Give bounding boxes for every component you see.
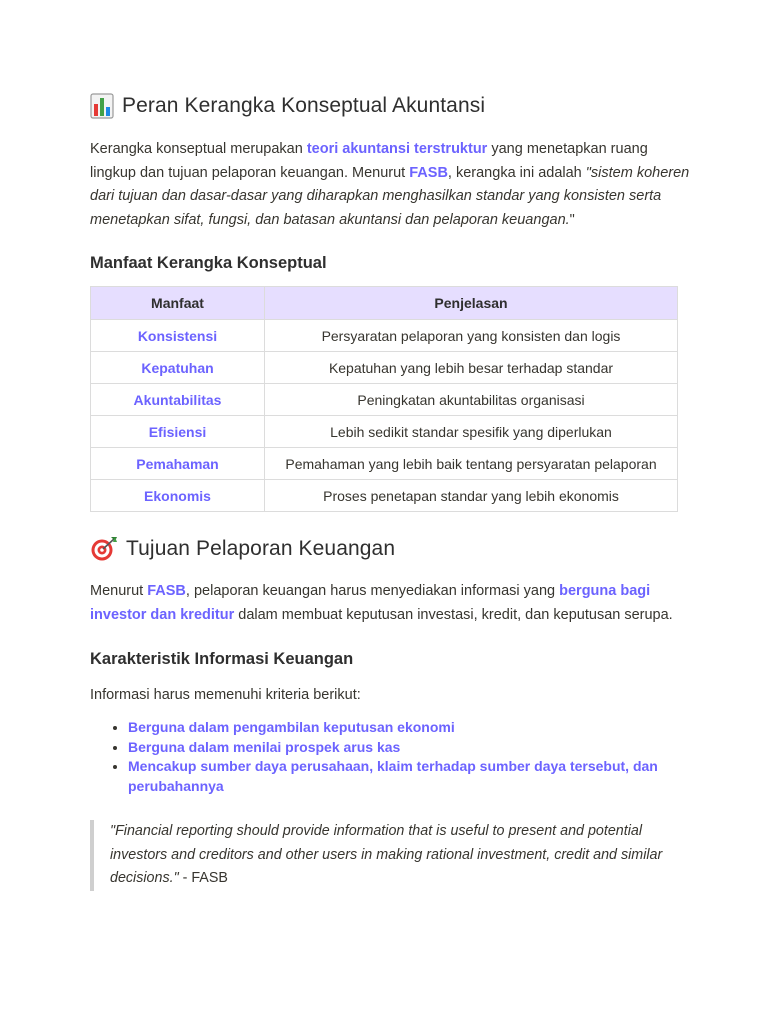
benefit-explanation: Proses penetapan standar yang lebih ekonomis [265,480,678,512]
section-title: Peran Kerangka Konseptual Akuntansi [122,94,486,117]
highlight-fasb: FASB [409,164,448,181]
table-row [91,480,678,512]
quote-attribution: - FASB [178,870,228,886]
table-row [91,320,678,352]
intro-paragraph: Kerangka konseptual merupakan teori akuntansi terstruktur yang menetapkan ruang lingkup dan tujuan pelaporan keuangan. Menurut FASB, kerangka ini adalah "sistem koheren dari tujuan dan dasar-dasar yang diharapkan menghasilkan standar yang konsisten serta menetapkan sifat, fungsi, dan batasan akuntansi dan pelaporan keuangan." [90,141,690,228]
benefit-explanation: Lebih sedikit standar spesifik yang diperlukan [265,416,678,448]
section-title: Tujuan Pelaporan Keuangan [126,537,396,560]
benefit-explanation: Peningkatan akuntabilitas organisasi [265,384,678,416]
target-icon [90,536,118,562]
list-item: • Berguna dalam pengambilan keputusan ekonomi [128,718,688,738]
highlight-fasb: FASB [147,583,186,599]
section-heading-tujuan [90,536,395,562]
highlight-teori-akuntansi: teori akuntansi terstruktur [306,141,488,157]
column-header-manfaat: Manfaat [91,287,265,320]
benefit-explanation: Pemahaman yang lebih baik tentang persyaratan pelaporan [265,448,678,480]
fasb-blockquote [90,820,700,891]
table-row [91,384,678,416]
table-header-row [91,287,678,320]
fasb-definition-quote: "sistem koheren dari tujuan dan dasar-dasar yang diharapkan menghasilkan standar yang konsisten serta menetapkan sifat, fungsi, dan batasan akuntansi dan pelaporan keuangan. [90,164,690,228]
subheading-karakteristik: Karakteristik Informasi Keuangan [90,650,354,668]
tujuan-paragraph: Menurut FASB, pelaporan keuangan harus menyediakan informasi yang berguna bagi investor dan kreditur dalam membuat keputusan investasi, kredit, dan keputusan serupa. [90,583,673,623]
highlight-investor-kreditur: berguna bagi investor dan kreditur [90,583,651,623]
section-heading-peran [90,93,485,119]
list-item: • Mencakup sumber daya perusahaan, klaim terhadap sumber daya tersebut, dan perubahannya [128,757,688,796]
benefit-explanation: Kepatuhan yang lebih besar terhadap standar [265,352,678,384]
bar-chart-icon [90,93,114,119]
criteria-lead: Informasi harus memenuhi kriteria berikut: [90,687,361,703]
table-row [91,448,678,480]
criteria-list [108,718,688,796]
benefit-name: Efisiensi [91,416,265,448]
table-row [91,416,678,448]
subheading-manfaat: Manfaat Kerangka Konseptual [90,254,327,272]
quote-text: "Financial reporting should provide information that is useful to present and potential investors and creditors and other users in making rational investment, credit and similar decisions." [110,823,663,886]
column-header-penjelasan: Penjelasan [265,287,678,320]
benefit-name: Kepatuhan [91,352,265,384]
benefit-name: Konsistensi [91,320,265,352]
table-row [91,352,678,384]
benefits-table [90,286,678,512]
list-item: • Berguna dalam menilai prospek arus kas [128,738,688,758]
benefit-name: Akuntabilitas [91,384,265,416]
benefit-name: Ekonomis [91,480,265,512]
benefit-explanation: Persyaratan pelaporan yang konsisten dan logis [265,320,678,352]
benefit-name: Pemahaman [91,448,265,480]
